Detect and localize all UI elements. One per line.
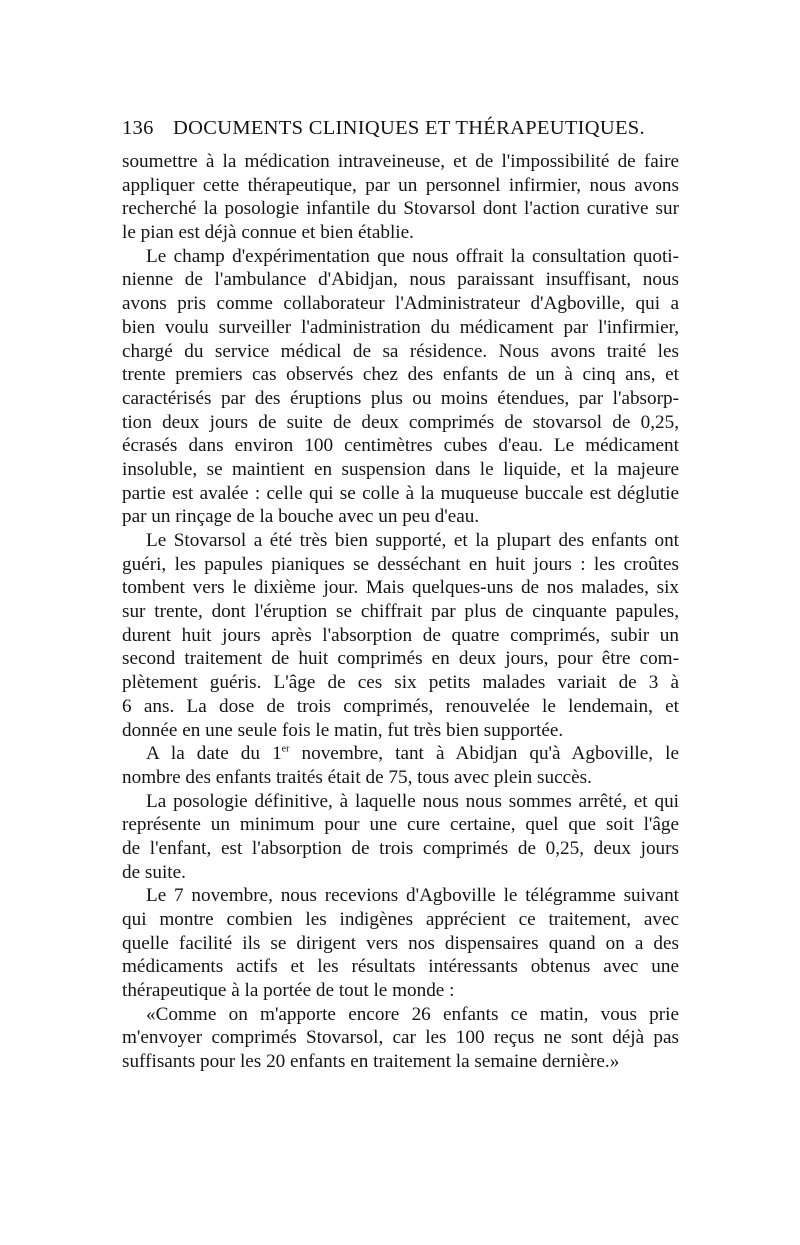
text-line: thérapeutique à la portée de tout le monde : <box>122 980 455 1002</box>
text-line: Le champ d'expérimentation que nous offrait la consultation quoti- <box>146 245 679 267</box>
text-line: avons pris comme collaborateur l'Administrateur d'Agboville, qui a <box>122 293 679 315</box>
text-line: trente premiers cas observés chez des enfants de un à cinq ans, et <box>122 364 679 386</box>
text-line: insoluble, se maintient en suspension dans le liquide, et la majeure <box>122 458 679 480</box>
text-line: nienne de l'ambulance d'Abidjan, nous paraissant insuffisant, nous <box>122 269 679 291</box>
paragraph <box>122 150 679 245</box>
text-line: tion deux jours de suite de deux comprimés de stovarsol de 0,25, <box>122 411 679 433</box>
running-title: DOCUMENTS CLINIQUES ET THÉRAPEUTIQUES. <box>173 117 645 139</box>
text-line: sur trente, dont l'éruption se chiffrait par plus de cinquante papules, <box>122 601 679 623</box>
text-line: de l'enfant, est l'absorption de trois comprimés de 0,25, deux jours <box>122 837 679 859</box>
text-line: La posologie définitive, à laquelle nous nous sommes arrêté, et qui <box>146 790 679 812</box>
text-line: nombre des enfants traités était de 75, tous avec plein succès. <box>122 766 592 788</box>
paragraph <box>122 790 679 885</box>
text-line: le pian est déjà connue et bien établie. <box>122 222 414 244</box>
text-line: partie est avalée : celle qui se colle à la muqueuse buccale est déglutie <box>122 482 679 504</box>
text-line: guéri, les papules pianiques se desséchant en huit jours : les croûtes <box>122 553 679 575</box>
text-line: durent huit jours après l'absorption de quatre comprimés, subir un <box>122 624 679 646</box>
text-line: 6 ans. La dose de trois comprimés, renouvelée le lendemain, et <box>122 695 679 717</box>
text-line: appliquer cette thérapeutique, par un personnel infirmier, nous avons <box>122 174 679 196</box>
text-line: Le Stovarsol a été très bien supporté, et la plupart des enfants ont <box>146 530 679 551</box>
text-line: Le 7 novembre, nous recevions d'Agboville le télégramme suivant <box>146 885 679 907</box>
text-line: écrasés dans environ 100 centimètres cubes d'eau. Le médicament <box>122 435 679 457</box>
text-line: médicaments actifs et les résultats intéressants obtenus avec une <box>122 956 679 978</box>
body-text <box>122 150 679 1074</box>
text-line: m'envoyer comprimés Stovarsol, car les 100 reçus ne sont déjà pas <box>122 1027 679 1049</box>
paragraph <box>122 884 679 1002</box>
text-line: plètement guéris. L'âge de ces six petits malades variait de 3 à <box>122 672 679 694</box>
superscript: er <box>281 743 290 755</box>
text-line: tombent vers le dixième jour. Mais quelques-uns de nos malades, six <box>122 577 679 599</box>
paragraph <box>122 742 679 789</box>
text-line: chargé du service médical de sa résidence. Nous avons traité les <box>122 340 679 362</box>
text-line: qui montre combien les indigènes apprécient ce traitement, avec <box>122 909 679 930</box>
text-line: bien voulu surveiller l'administration du médicament par l'infirmier, <box>122 316 679 338</box>
page-header <box>122 114 678 142</box>
text-line: donnée en une seule fois le matin, fut très bien supportée. <box>122 719 564 741</box>
page-number: 136 <box>122 117 154 139</box>
text-line: par un rinçage de la bouche avec un peu d'eau. <box>122 506 480 528</box>
text-line: de suite. <box>122 861 186 883</box>
paragraph <box>122 245 679 529</box>
text-line: «Comme on m'apporte encore 26 enfants ce matin, vous prie <box>146 1003 679 1025</box>
text-line: second traitement de huit comprimés en deux jours, pour être com- <box>122 648 679 670</box>
paragraph <box>122 529 679 742</box>
text-line: représente un minimum pour une cure certaine, quel que soit l'âge <box>122 814 679 836</box>
text-line: recherché la posologie infantile du Stovarsol dont l'action curative sur <box>122 198 679 220</box>
text-line: suffisants pour les 20 enfants en traitement la semaine dernière.» <box>122 1051 620 1073</box>
text-line: A la date du 1er novembre, tant à Abidjan qu'à Agboville, le <box>146 743 679 765</box>
text-line: quelle facilité ils se dirigent vers nos dispensaires quand on a des <box>122 932 679 954</box>
text-line: soumettre à la médication intraveineuse, et de l'impossibilité de faire <box>122 151 679 172</box>
paragraph <box>122 1003 679 1074</box>
text-line: caractérisés par des éruptions plus ou moins étendues, par l'absorp- <box>122 387 679 409</box>
